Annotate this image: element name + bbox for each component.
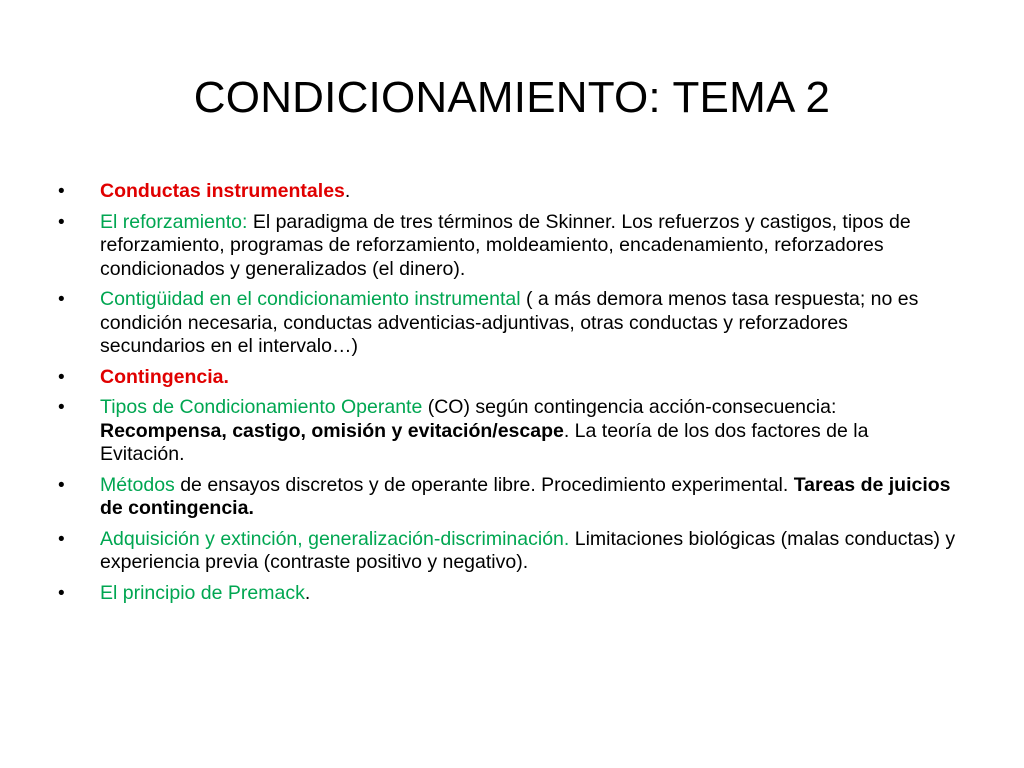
bullet-text-segment: Tipos de Condicionamiento Operante (100, 396, 423, 418)
bullet-text-segment: El reforzamiento: (100, 210, 253, 233)
bullet-text-segment: Métodos (100, 473, 175, 496)
list-item (58, 582, 958, 606)
bullet-icon: • (58, 366, 65, 388)
list-item (58, 366, 958, 390)
bullet-text-segment: Contigüidad en el condicionamiento instrumental (100, 288, 521, 310)
bullet-text-segment: (CO) según contingencia acción-consecuencia: (422, 396, 837, 418)
bullet-icon: • (58, 181, 65, 202)
bullet-icon: • (58, 474, 65, 496)
list-item (58, 474, 958, 521)
bullet-text-segment: Tareas de juicios de contingencia. (100, 473, 951, 519)
bullet-text-segment: El principio de Premack (100, 581, 305, 604)
bullet-list (58, 180, 958, 612)
bullet-text-segment: Limitaciones biológicas (malas conductas) y experiencia previa (contraste positivo y negativo). (100, 527, 956, 573)
bullet-text-segment: El paradigma de tres términos de Skinner. Los refuerzos y castigos, tipos de reforzamiento, programas de reforzamiento, moldeamiento, encadenamiento, reforzadores condicionados y generalizados (el dinero). (100, 210, 911, 280)
bullet-text-segment: Adquisición y extinción, generalización-discriminación. (100, 527, 570, 550)
bullet-text-segment: Conductas instrumentales (100, 180, 345, 202)
bullet-text-segment: de ensayos discretos y de operante libre. Procedimiento experimental. (174, 473, 794, 496)
list-item (58, 288, 958, 359)
bullet-icon: • (58, 397, 65, 418)
bullet-icon: • (58, 289, 65, 310)
list-item (58, 528, 958, 575)
bullet-text-segment: . (304, 581, 311, 604)
bullet-icon: • (58, 211, 65, 233)
bullet-text-segment: Contingencia. (100, 365, 229, 388)
list-item (58, 211, 958, 282)
list-item (58, 396, 958, 467)
bullet-text-segment: ( a más demora menos tasa respuesta; no es condición necesaria, conductas adventicias-adjuntivas, otras conductas y reforzadores secundarios en el intervalo…) (100, 288, 919, 357)
bullet-text-segment: . (344, 180, 351, 202)
bullet-icon: • (58, 528, 65, 550)
bullet-text-segment: Recompensa, castigo, omisión y evitación/escape (100, 419, 564, 442)
bullet-icon: • (58, 582, 65, 604)
slide-title: CONDICIONAMIENTO: TEMA 2 (193, 73, 831, 122)
list-item (58, 180, 958, 204)
bullet-text-segment: . La teoría de los dos factores de la Evitación. (100, 419, 869, 465)
